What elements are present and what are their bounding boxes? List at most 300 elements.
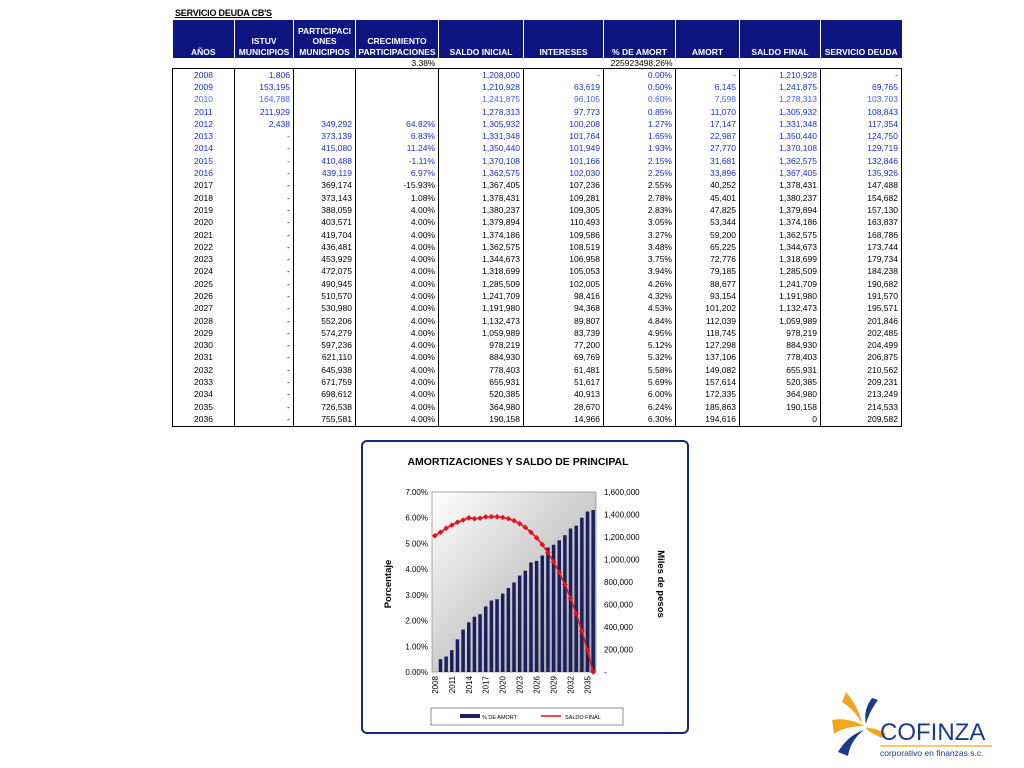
cell-intereses: 101,949 — [524, 143, 604, 155]
table-row — [173, 315, 902, 327]
cell-amort: 11,070 — [676, 106, 740, 118]
bar-amort-2017 — [484, 606, 488, 672]
cell-saldo_fin: 884,930 — [740, 340, 821, 352]
cell-particip: 755,581 — [294, 413, 356, 426]
cell-saldo_fin: 778,403 — [740, 352, 821, 364]
cell-saldo_ini: 778,403 — [439, 364, 524, 376]
table-row — [173, 106, 902, 118]
cell-servicio: 168,786 — [821, 229, 902, 241]
cell-saldo_fin: 364,980 — [740, 389, 821, 401]
y-right-tick-label: 1,600,000 — [604, 488, 640, 497]
column-header-saldo_ini: SALDO INICIAL — [439, 20, 524, 58]
column-header-intereses: INTERESES — [524, 20, 604, 58]
y-axis-right-label: Miles de pesos — [655, 550, 666, 618]
cell-anos: 2032 — [173, 364, 235, 376]
cell-servicio: 108,843 — [821, 106, 902, 118]
cell-anos: 2010 — [173, 94, 235, 106]
cell-servicio: 103,703 — [821, 94, 902, 106]
bar-amort-2018 — [490, 601, 494, 672]
cell-intereses: 83,739 — [524, 327, 604, 339]
cell-servicio: 124,750 — [821, 130, 902, 142]
cell-pct_amort: 2.15% — [604, 155, 676, 167]
cell-amort: 149,082 — [676, 364, 740, 376]
subrow-cell — [294, 58, 356, 69]
subrow-cell — [821, 58, 902, 69]
cell-particip: 671,759 — [294, 376, 356, 388]
cell-crec — [356, 69, 439, 82]
table-row — [173, 180, 902, 192]
cell-intereses: 102,030 — [524, 167, 604, 179]
cell-amort: 101,202 — [676, 303, 740, 315]
cell-anos: 2013 — [173, 130, 235, 142]
bar-amort-2036 — [591, 510, 595, 672]
cell-crec: 4.00% — [356, 217, 439, 229]
legend-label-saldo: SALDO FINAL — [565, 715, 601, 721]
cell-crec: 4.00% — [356, 253, 439, 265]
cell-servicio: 206,875 — [821, 352, 902, 364]
bar-amort-2016 — [478, 614, 482, 672]
cell-istuv: - — [235, 204, 294, 216]
cell-amort: - — [676, 69, 740, 82]
column-header-anos: AÑOS — [173, 20, 235, 58]
cell-saldo_ini: 1,059,989 — [439, 327, 524, 339]
cell-servicio: 135,926 — [821, 167, 902, 179]
cell-saldo_ini: 1,208,000 — [439, 69, 524, 82]
cell-anos: 2008 — [173, 69, 235, 82]
cell-intereses: 100,208 — [524, 118, 604, 130]
cell-saldo_ini: 1,278,313 — [439, 106, 524, 118]
cell-intereses: 14,966 — [524, 413, 604, 426]
cell-intereses: 51,617 — [524, 376, 604, 388]
cell-particip: 369,174 — [294, 180, 356, 192]
cell-servicio: 69,765 — [821, 81, 902, 93]
bar-amort-2028 — [546, 548, 550, 672]
cell-intereses: 94,368 — [524, 303, 604, 315]
cell-saldo_fin: 190,158 — [740, 401, 821, 413]
cell-pct_amort: 2.78% — [604, 192, 676, 204]
cell-pct_amort: 1.93% — [604, 143, 676, 155]
cell-pct_amort: 4.95% — [604, 327, 676, 339]
cell-anos: 2023 — [173, 253, 235, 265]
cell-pct_amort: 3.27% — [604, 229, 676, 241]
cell-saldo_ini: 1,191,980 — [439, 303, 524, 315]
y-right-tick-label: 1,400,000 — [604, 510, 640, 520]
chart-title: AMORTIZACIONES Y SALDO DE PRINCIPAL — [407, 456, 629, 468]
cell-crec: 4.00% — [356, 389, 439, 401]
cell-pct_amort: 1.65% — [604, 130, 676, 142]
cell-saldo_fin: 1,374,186 — [740, 217, 821, 229]
cell-saldo_fin: 520,385 — [740, 376, 821, 388]
bar-amort-2012 — [456, 639, 460, 672]
cell-anos: 2026 — [173, 290, 235, 302]
table-row — [173, 401, 902, 413]
cell-servicio: 147,488 — [821, 180, 902, 192]
cell-pct_amort: 3.05% — [604, 217, 676, 229]
column-header-crec: CRECIMIENTO PARTICIPACIONES — [356, 20, 439, 58]
subrow-cell — [173, 58, 235, 69]
subrow-cell — [235, 58, 294, 69]
cell-crec: -1.11% — [356, 155, 439, 167]
x-tick-label: 2035 — [583, 676, 593, 694]
cell-pct_amort: 6.30% — [604, 413, 676, 426]
bar-amort-2011 — [450, 650, 454, 672]
cell-particip: 419,704 — [294, 229, 356, 241]
table-row — [173, 217, 902, 229]
cell-amort: 172,335 — [676, 389, 740, 401]
cell-intereses: 109,305 — [524, 204, 604, 216]
cell-anos: 2015 — [173, 155, 235, 167]
cofinza-logo — [832, 690, 1012, 760]
cofinza-star-icon — [832, 692, 886, 756]
cell-istuv: - — [235, 303, 294, 315]
cell-saldo_fin: 1,362,575 — [740, 155, 821, 167]
table-row — [173, 340, 902, 352]
x-tick-label: 2008 — [430, 676, 440, 694]
cell-saldo_ini: 190,158 — [439, 413, 524, 426]
cell-anos: 2022 — [173, 241, 235, 253]
cell-saldo_ini: 1,285,509 — [439, 278, 524, 290]
cell-istuv: - — [235, 229, 294, 241]
cell-istuv: 153,195 — [235, 81, 294, 93]
x-tick-label: 2026 — [532, 676, 542, 694]
cell-particip: 574,279 — [294, 327, 356, 339]
bar-amort-2019 — [495, 599, 499, 672]
cell-servicio: 209,582 — [821, 413, 902, 426]
logo-name: COFINZA — [880, 719, 986, 746]
cell-saldo_fin: 1,305,932 — [740, 106, 821, 118]
cell-anos: 2021 — [173, 229, 235, 241]
cell-pct_amort: 4.53% — [604, 303, 676, 315]
cell-saldo_ini: 1,362,575 — [439, 241, 524, 253]
cell-istuv: - — [235, 217, 294, 229]
cell-saldo_ini: 1,318,699 — [439, 266, 524, 278]
cell-crec: 4.00% — [356, 266, 439, 278]
cell-saldo_ini: 1,350,440 — [439, 143, 524, 155]
cell-pct_amort: 5.58% — [604, 364, 676, 376]
y-right-tick-label: 600,000 — [604, 600, 633, 610]
cell-anos: 2024 — [173, 266, 235, 278]
cell-particip — [294, 81, 356, 93]
x-tick-label: 2017 — [481, 676, 491, 694]
cell-intereses: 63,619 — [524, 81, 604, 93]
cell-saldo_fin: 1,318,699 — [740, 253, 821, 265]
cell-anos: 2009 — [173, 81, 235, 93]
cell-saldo_fin: 1,367,405 — [740, 167, 821, 179]
cell-istuv: - — [235, 413, 294, 426]
table-row — [173, 155, 902, 167]
cell-servicio: 195,571 — [821, 303, 902, 315]
bar-amort-2020 — [501, 594, 505, 672]
table-row — [173, 118, 902, 130]
cell-saldo_ini: 1,210,928 — [439, 81, 524, 93]
cell-istuv: - — [235, 192, 294, 204]
cell-particip: 415,080 — [294, 143, 356, 155]
y-right-tick-label: - — [604, 668, 607, 677]
cell-crec: 4.00% — [356, 241, 439, 253]
cell-amort: 127,298 — [676, 340, 740, 352]
cell-intereses: 108,519 — [524, 241, 604, 253]
cell-anos: 2028 — [173, 315, 235, 327]
cell-amort: 31,681 — [676, 155, 740, 167]
cell-particip: 621,110 — [294, 352, 356, 364]
cell-intereses: 61,481 — [524, 364, 604, 376]
y-left-tick-label: 1.00% — [405, 642, 428, 652]
cell-servicio: - — [821, 69, 902, 82]
y-left-tick-label: 5.00% — [405, 539, 428, 549]
cell-pct_amort: 2.25% — [604, 167, 676, 179]
cell-intereses: 106,958 — [524, 253, 604, 265]
table-row — [173, 364, 902, 376]
cell-saldo_fin: 1,344,673 — [740, 241, 821, 253]
cell-servicio: 204,499 — [821, 340, 902, 352]
cell-amort: 79,185 — [676, 266, 740, 278]
cell-saldo_fin: 1,132,473 — [740, 303, 821, 315]
cell-saldo_ini: 884,930 — [439, 352, 524, 364]
cell-pct_amort: 0.50% — [604, 81, 676, 93]
table-row — [173, 290, 902, 302]
cell-anos: 2019 — [173, 204, 235, 216]
cell-crec: 6.83% — [356, 130, 439, 142]
cell-amort: 7,598 — [676, 94, 740, 106]
cell-saldo_fin: 655,931 — [740, 364, 821, 376]
cell-intereses: 109,281 — [524, 192, 604, 204]
cell-servicio: 117,354 — [821, 118, 902, 130]
cell-particip — [294, 106, 356, 118]
bar-amort-2014 — [467, 622, 471, 672]
cell-particip: 645,938 — [294, 364, 356, 376]
table-row — [173, 229, 902, 241]
cell-saldo_ini: 1,362,575 — [439, 167, 524, 179]
cell-saldo_fin: 1,331,348 — [740, 118, 821, 130]
cell-anos: 2018 — [173, 192, 235, 204]
cell-crec: 4.00% — [356, 413, 439, 426]
cell-crec: 4.00% — [356, 229, 439, 241]
cell-anos: 2012 — [173, 118, 235, 130]
cell-pct_amort: 3.48% — [604, 241, 676, 253]
cell-amort: 112,039 — [676, 315, 740, 327]
cell-amort: 22,987 — [676, 130, 740, 142]
cell-anos: 2014 — [173, 143, 235, 155]
y-left-tick-label: 0.00% — [405, 668, 428, 677]
cell-particip: 490,945 — [294, 278, 356, 290]
cell-saldo_fin: 1,285,509 — [740, 266, 821, 278]
table-header-row — [173, 20, 902, 58]
cell-crec: 4.00% — [356, 290, 439, 302]
cell-servicio: 209,231 — [821, 376, 902, 388]
cell-amort: 40,252 — [676, 180, 740, 192]
cell-particip: 530,980 — [294, 303, 356, 315]
cell-amort: 45,401 — [676, 192, 740, 204]
cell-istuv: - — [235, 167, 294, 179]
cell-servicio: 202,485 — [821, 327, 902, 339]
cell-amort: 93,154 — [676, 290, 740, 302]
cell-amort: 33,896 — [676, 167, 740, 179]
cell-crec: 64.82% — [356, 118, 439, 130]
column-header-amort: AMORT — [676, 20, 740, 58]
cell-intereses: 101,764 — [524, 130, 604, 142]
cell-crec: 4.00% — [356, 364, 439, 376]
cell-istuv: - — [235, 130, 294, 142]
cell-servicio: 210,562 — [821, 364, 902, 376]
cell-saldo_ini: 1,379,894 — [439, 217, 524, 229]
cell-servicio: 129,719 — [821, 143, 902, 155]
column-header-particip: PARTICIPACI ONES MUNICIPIOS — [294, 20, 356, 58]
table-row — [173, 352, 902, 364]
table-row — [173, 389, 902, 401]
cell-anos: 2011 — [173, 106, 235, 118]
cell-intereses: 105,053 — [524, 266, 604, 278]
cell-servicio: 214,533 — [821, 401, 902, 413]
cell-crec: 4.00% — [356, 278, 439, 290]
subrow-cell — [524, 58, 604, 69]
cell-intereses: 98,416 — [524, 290, 604, 302]
cell-servicio: 190,682 — [821, 278, 902, 290]
x-tick-label: 2014 — [464, 676, 474, 694]
cell-intereses: 101,166 — [524, 155, 604, 167]
cell-servicio: 173,744 — [821, 241, 902, 253]
cell-pct_amort: 1.27% — [604, 118, 676, 130]
table-row — [173, 192, 902, 204]
cell-saldo_ini: 655,931 — [439, 376, 524, 388]
cell-saldo_fin: 1,350,440 — [740, 130, 821, 142]
cell-amort: 88,677 — [676, 278, 740, 290]
table-subrow — [173, 58, 902, 69]
y-left-tick-label: 7.00% — [405, 488, 428, 497]
y-right-tick-label: 400,000 — [604, 623, 633, 632]
bar-amort-2013 — [461, 630, 465, 672]
chart-panel — [361, 440, 689, 734]
cell-servicio: 163,837 — [821, 217, 902, 229]
cell-saldo_fin: 978,219 — [740, 327, 821, 339]
cell-particip: 410,488 — [294, 155, 356, 167]
cell-intereses: 107,236 — [524, 180, 604, 192]
cell-crec: 1.08% — [356, 192, 439, 204]
cell-particip: 439,119 — [294, 167, 356, 179]
cell-istuv: - — [235, 143, 294, 155]
cell-anos: 2031 — [173, 352, 235, 364]
bar-amort-2015 — [473, 617, 477, 672]
cell-anos: 2030 — [173, 340, 235, 352]
subrow-cell: 3.38% — [411, 58, 436, 68]
subrow-cell — [676, 58, 740, 69]
cell-saldo_ini: 1,380,237 — [439, 204, 524, 216]
cell-anos: 2035 — [173, 401, 235, 413]
y-right-tick-label: 800,000 — [604, 578, 633, 587]
cell-istuv: 164,788 — [235, 94, 294, 106]
cell-saldo_fin: 1,241,875 — [740, 81, 821, 93]
cell-saldo_ini: 1,305,932 — [439, 118, 524, 130]
cell-istuv: - — [235, 352, 294, 364]
cell-servicio: 201,846 — [821, 315, 902, 327]
bar-amort-2034 — [580, 518, 584, 672]
cell-saldo_fin: 1,380,237 — [740, 192, 821, 204]
y-axis-left-label: Porcentaje — [383, 559, 394, 609]
subrow-cell: 225923498.26% — [610, 58, 673, 68]
cell-istuv: - — [235, 290, 294, 302]
cell-intereses: 110,493 — [524, 217, 604, 229]
cell-particip — [294, 94, 356, 106]
cell-servicio: 157,130 — [821, 204, 902, 216]
bar-amort-2022 — [512, 583, 516, 672]
bar-amort-2021 — [507, 588, 511, 672]
cell-anos: 2016 — [173, 167, 235, 179]
cell-amort: 6,145 — [676, 81, 740, 93]
cell-istuv: - — [235, 253, 294, 265]
cell-pct_amort: 0.85% — [604, 106, 676, 118]
cell-particip: 388,059 — [294, 204, 356, 216]
cell-pct_amort: 2.55% — [604, 180, 676, 192]
cell-crec: 4.00% — [356, 204, 439, 216]
y-right-tick-label: 1,200,000 — [604, 533, 640, 542]
column-header-pct_amort: % DE AMORT — [604, 20, 676, 58]
cell-amort: 59,200 — [676, 229, 740, 241]
cell-istuv: 2,438 — [235, 118, 294, 130]
cell-saldo_fin: 0 — [740, 413, 821, 426]
cell-pct_amort: 2.83% — [604, 204, 676, 216]
cell-particip: 373,143 — [294, 192, 356, 204]
cell-crec: 4.00% — [356, 352, 439, 364]
cell-intereses: 28,670 — [524, 401, 604, 413]
cell-pct_amort: 5.12% — [604, 340, 676, 352]
cell-particip: 726,538 — [294, 401, 356, 413]
cell-intereses: 102,005 — [524, 278, 604, 290]
sheet-title: SERVICIO DEUDA CB'S — [175, 8, 272, 18]
cell-amort: 47,825 — [676, 204, 740, 216]
bar-amort-2033 — [574, 526, 578, 672]
cell-crec: 4.00% — [356, 401, 439, 413]
table-row — [173, 327, 902, 339]
column-header-servicio: SERVICIO DEUDA — [821, 20, 902, 58]
cell-particip: 597,236 — [294, 340, 356, 352]
cell-istuv: - — [235, 266, 294, 278]
cell-amort: 65,225 — [676, 241, 740, 253]
cell-particip: 349,292 — [294, 118, 356, 130]
cell-anos: 2034 — [173, 389, 235, 401]
bar-amort-2023 — [518, 576, 522, 672]
cell-saldo_ini: 1,374,186 — [439, 229, 524, 241]
bar-amort-2026 — [535, 561, 539, 672]
table-row — [173, 204, 902, 216]
cell-istuv: - — [235, 241, 294, 253]
cell-particip — [294, 69, 356, 82]
table-row — [173, 130, 902, 142]
cell-particip: 510,570 — [294, 290, 356, 302]
cell-intereses: 97,773 — [524, 106, 604, 118]
table-row — [173, 241, 902, 253]
cell-intereses: 89,807 — [524, 315, 604, 327]
cell-servicio: 132,846 — [821, 155, 902, 167]
cell-saldo_fin: 1,370,108 — [740, 143, 821, 155]
cell-pct_amort: 3.75% — [604, 253, 676, 265]
table-row — [173, 266, 902, 278]
cell-istuv: - — [235, 180, 294, 192]
cell-crec — [356, 81, 439, 93]
x-tick-label: 2032 — [566, 676, 576, 694]
cell-pct_amort: 6.00% — [604, 389, 676, 401]
cell-saldo_fin: 1,378,431 — [740, 180, 821, 192]
table-row — [173, 376, 902, 388]
cell-amort: 137,106 — [676, 352, 740, 364]
y-left-tick-label: 2.00% — [405, 616, 428, 626]
y-left-tick-label: 3.00% — [405, 590, 428, 600]
cell-crec: 4.00% — [356, 376, 439, 388]
cell-amort: 194,616 — [676, 413, 740, 426]
cell-amort: 72,776 — [676, 253, 740, 265]
cell-pct_amort: 6.24% — [604, 401, 676, 413]
cell-particip: 552,206 — [294, 315, 356, 327]
logo-tagline: corporativo en finanzas s.c. — [880, 748, 984, 758]
cell-intereses: 109,586 — [524, 229, 604, 241]
